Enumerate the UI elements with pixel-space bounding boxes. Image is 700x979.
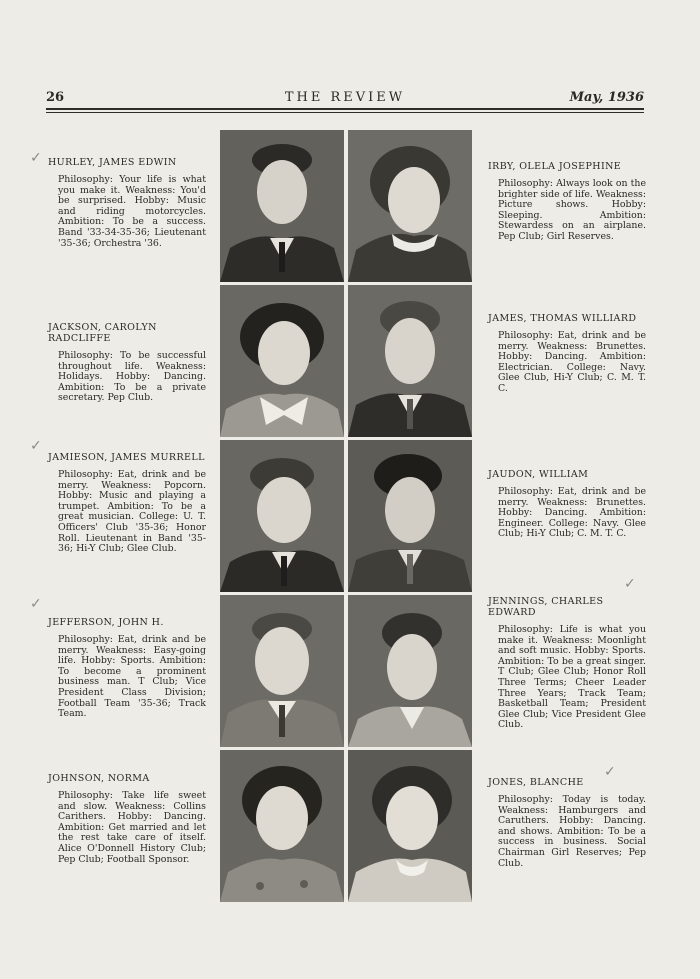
student-name: JAMIESON, JAMES MURRELL [48,452,205,463]
student-bio: Philosophy: To be successful throughout life. Weakness: Holidays. Hobby: Dancing. Ambition: To be a private secretary. Pep Club. [58,350,206,404]
bio-james [488,313,646,395]
student-name: JENNINGS, CHARLES EDWARD [488,596,604,618]
portrait-jackson [220,285,344,437]
bio-jennings [488,596,646,731]
journal-title: THE REVIEW [284,90,406,105]
portrait-jones [348,750,472,902]
bio-jamieson [48,452,206,555]
student-name: HURLEY, JAMES EDWIN [48,157,177,168]
page-number: 26 [46,90,65,105]
bio-jackson [48,322,206,404]
pencil-check-mark: ✓ [30,438,42,454]
student-bio: Philosophy: Life is what you make it. Weakness: Moonlight and soft music. Hobby: Sports. Ambition: To be a great singer. T Club; Glee Club; Honor Roll Three Terms; Cheer Leader Three Years; Track Team; Basketball Team; President Glee Club; Vice President Glee Club. [498,624,646,731]
pencil-check-mark: ✓ [30,150,42,166]
header-rule [46,108,644,110]
student-name: JOHNSON, NORMA [48,773,150,784]
student-bio: Philosophy: Take life sweet and slow. Weakness: Collins Carithers. Hobby: Dancing. Ambition: Get married and let the rest take care of itself. Alice O'Donnell History Club; Pep Club; Football Sponsor. [58,790,206,865]
photo-grid [220,130,472,900]
issue-date: May, 1936 [569,90,644,105]
pencil-check-mark: ✓ [624,576,636,592]
student-name: JACKSON, CAROLYN RADCLIFFE [48,322,157,344]
student-bio: Philosophy: Eat, drink and be merry. Weakness: Brunettes. Hobby: Dancing. Ambition: Engineer. College: Navy. Glee Club; Hi-Y Club; C. M. T. C. [498,486,646,540]
bio-johnson [48,773,206,865]
student-bio: Philosophy: Eat, drink and be merry. Weakness: Easy-going life. Hobby: Sports. Ambition: To become a prominent business man. T Club; Vice President Class Division; Football Team '35-36; Track Team. [58,634,206,720]
page-header [46,90,644,110]
student-name: JONES, BLANCHE [488,777,584,788]
student-bio: Philosophy: Always look on the brighter side of life. Weakness: Picture shows. Hobby: Sleeping. Ambition: Stewardess on an airplane. Pep Club; Girl Reserves. [498,178,646,242]
student-name: JAUDON, WILLIAM [488,469,589,480]
student-bio: Philosophy: Eat, drink and be merry. Weakness: Popcorn. Hobby: Music and playing a trumpet. Ambition: To be a great musician. College: U. T. Officers' Club '35-36; Honor Roll. Lieutenant in Band '35-36; Hi-Y Club; Glee Club. [58,469,206,555]
bio-jaudon [488,469,646,540]
bio-jefferson [48,617,206,720]
bio-hurley [48,157,206,249]
portrait-hurley [220,130,344,282]
portrait-jamieson [220,440,344,592]
student-bio: Philosophy: Your life is what you make it. Weakness: You'd be surprised. Hobby: Music and riding motorcycles. Ambition: To be a success. Band '33-34-35-36; Lieutenant '35-36; Orchestra '36. [58,174,206,249]
student-name: IRBY, OLELA JOSEPHINE [488,161,622,172]
pencil-check-mark: ✓ [604,764,616,780]
bio-jones [488,777,646,869]
header-rule-thin [46,112,644,113]
pencil-check-mark: ✓ [30,596,42,612]
portrait-johnson [220,750,344,902]
portrait-james [348,285,472,437]
student-name: JEFFERSON, JOHN H. [48,617,164,628]
portrait-irby [348,130,472,282]
student-bio: Philosophy: Eat, drink and be merry. Weakness: Brunettes. Hobby: Dancing. Ambition: Electrician. College: Navy. Glee Club, Hi-Y Club; C. M. T. C. [498,330,646,394]
bio-irby [488,161,646,243]
student-name: JAMES, THOMAS WILLIARD [488,313,637,324]
portrait-jefferson [220,595,344,747]
student-bio: Philosophy: Today is today. Weakness: Hamburgers and Caruthers. Hobby: Dancing. and shows. Ambition: To be a success in business. Social Chairman Girl Reserves; Pep Club. [498,794,646,869]
portrait-jaudon [348,440,472,592]
portrait-jennings [348,595,472,747]
